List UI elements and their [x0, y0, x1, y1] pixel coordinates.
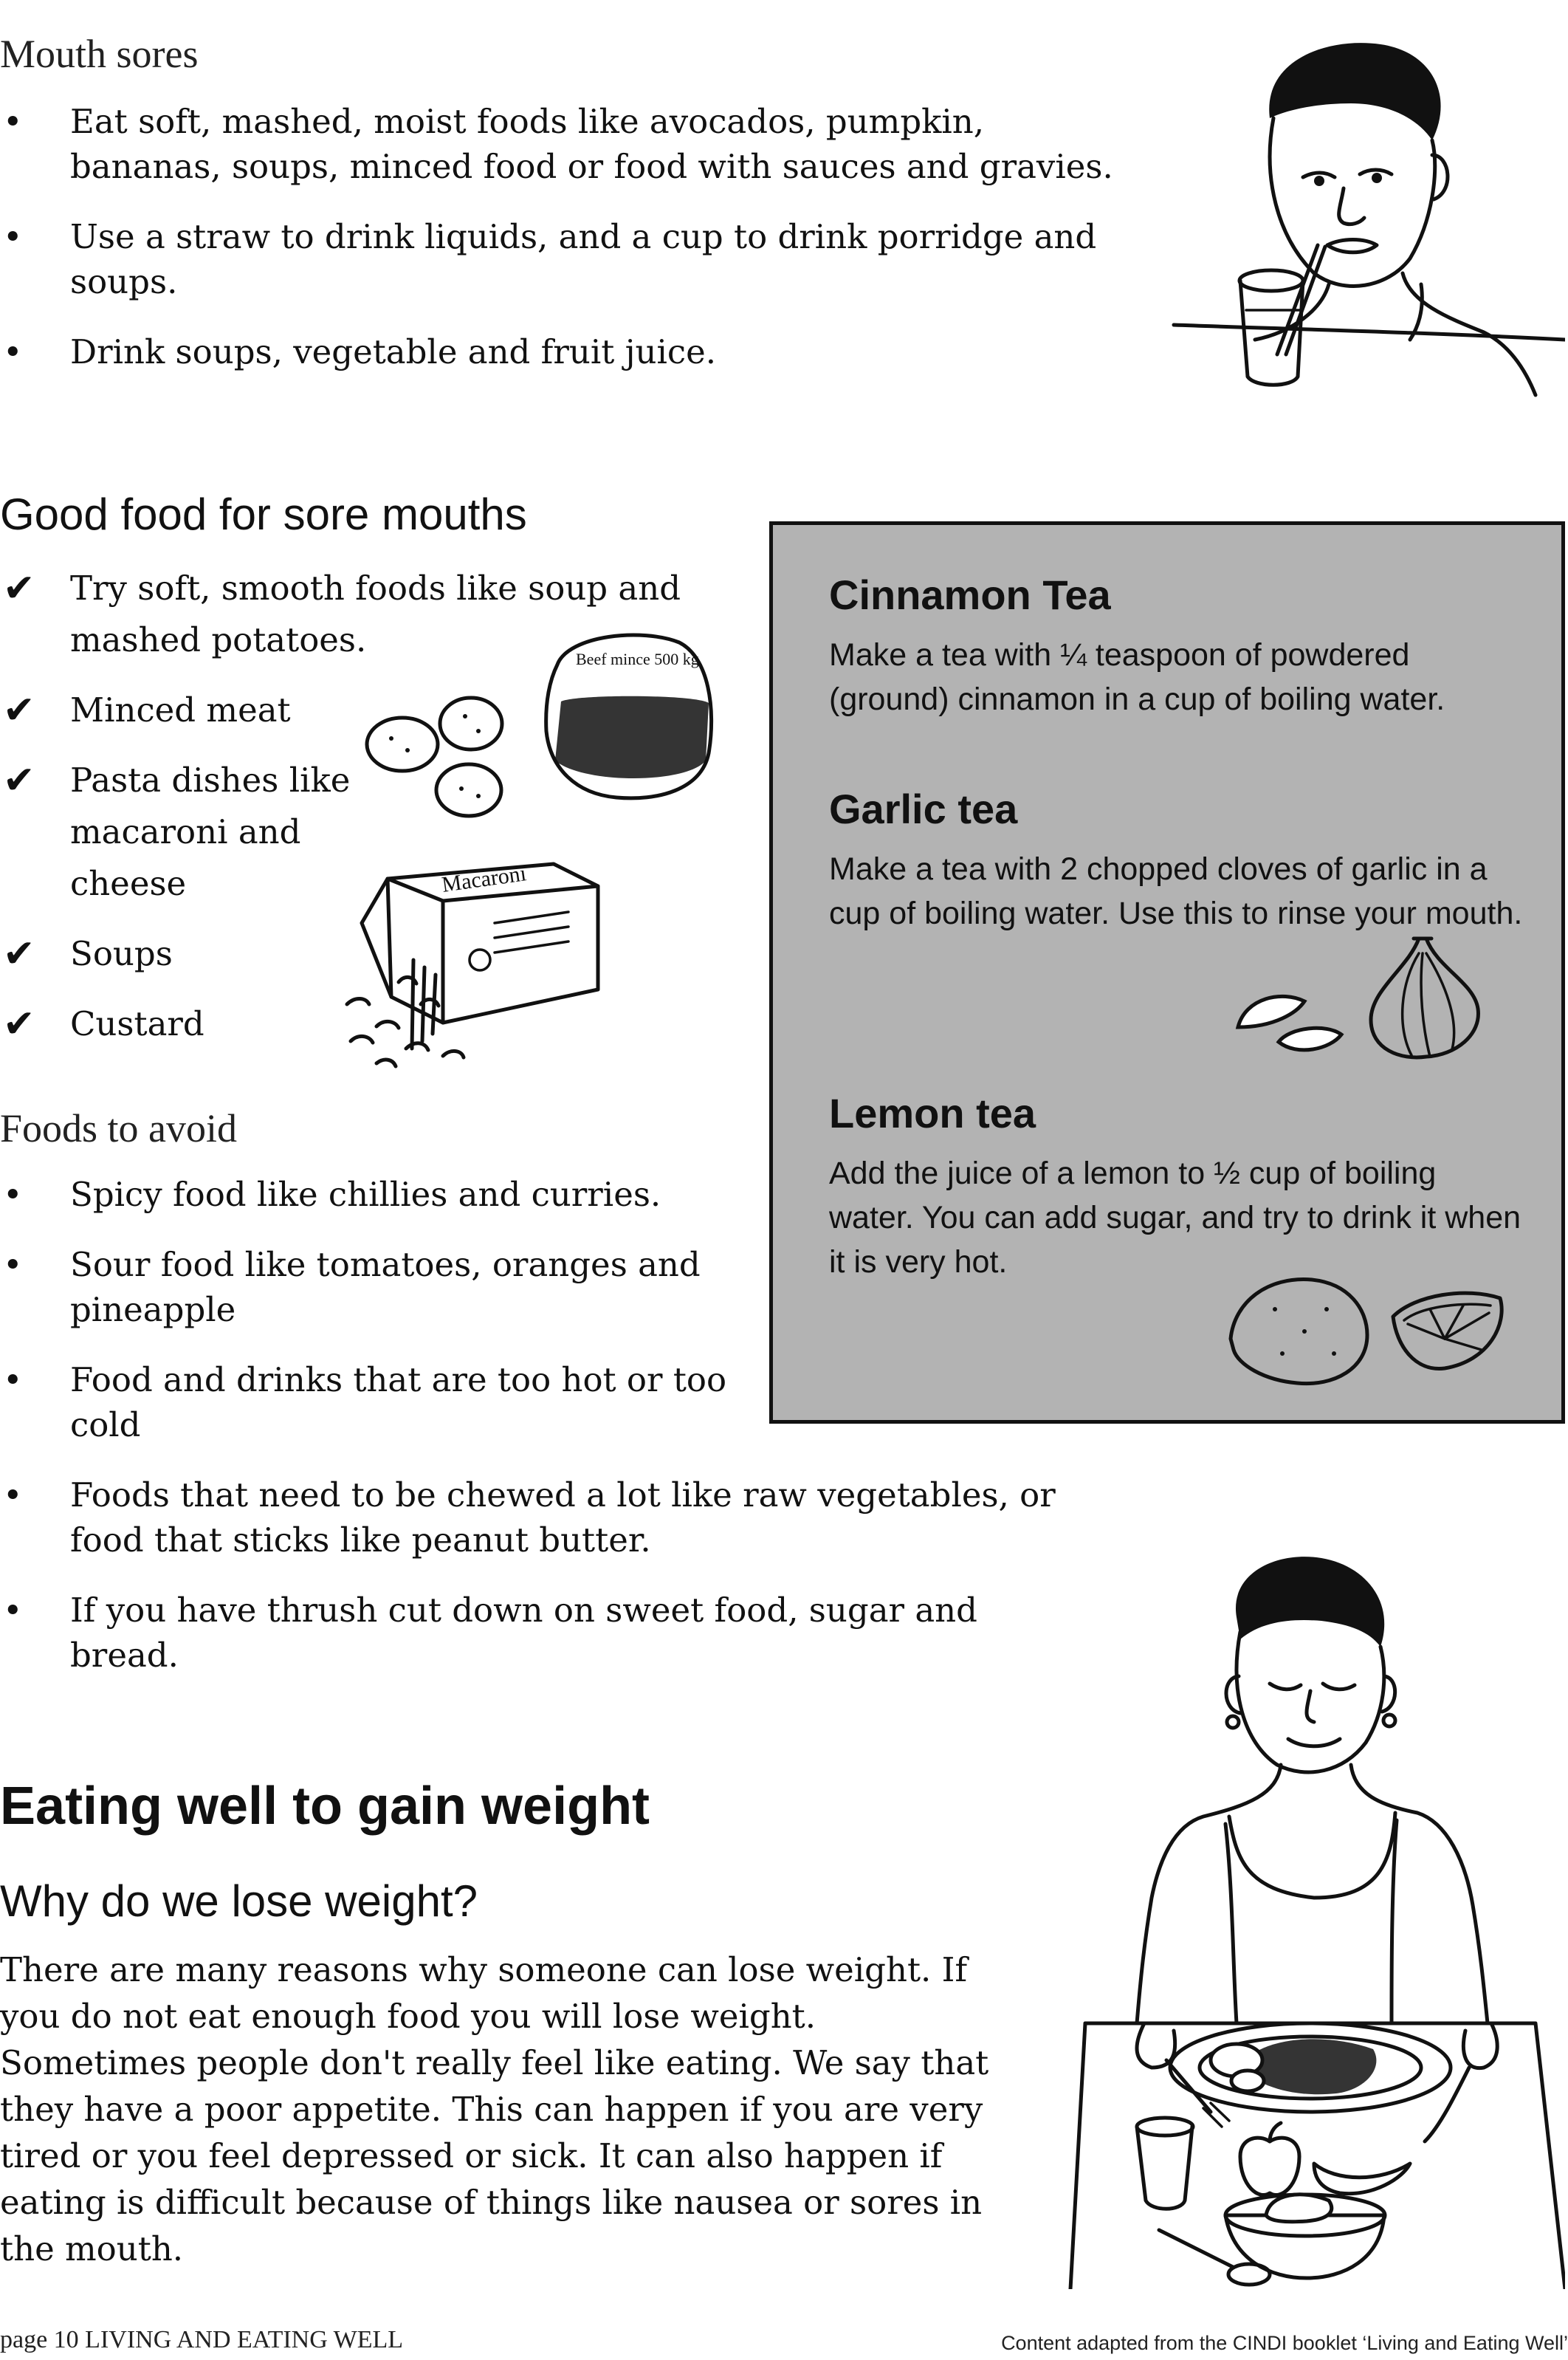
tea-title: Cinnamon Tea [829, 572, 1111, 618]
woman-eating-meal-illustration [1056, 1551, 1565, 2289]
tea-text: Make a tea with 2 chopped cloves of garlic in a cup of boiling water. Use this to rinse your mouth. [829, 851, 1523, 931]
check-icon: ✔ [3, 1002, 35, 1046]
list-item: ✔ Pasta dishes like macaroni and cheese [0, 755, 358, 910]
check-icon: ✔ [3, 688, 35, 733]
list-item: ✔ Custard [0, 998, 694, 1050]
list-item: • Drink soups, vegetable and fruit juice. [3, 332, 717, 371]
tea-text: Make a tea with ¼ teaspoon of powdered (ground) cinnamon in a cup of boiling water. [829, 637, 1445, 717]
mouth-sores-heading: Mouth sores [0, 32, 199, 76]
check-icon: ✔ [3, 932, 35, 976]
foods-to-avoid-heading: Foods to avoid [0, 1106, 238, 1150]
tea-text: Add the juice of a lemon to ½ cup of boiling water. You can add sugar, and try to drink it when it is very hot. [829, 1156, 1521, 1280]
list-item: • Spicy food like chillies and curries. [3, 1175, 661, 1214]
list-item: • Use a straw to drink liquids, and a cup to drink porridge and soups. [3, 217, 1097, 301]
lose-weight-paragraph: There are many reasons why someone can lose weight. If you do not eat enough food you will lose weight. Sometimes people don't really feel like eating. We say that they have a poor appetite. This can happen if you are very tired or you feel depressed or sick. It can also happen if eating is difficult because of things like nausea or sores in the mouth. [0, 1950, 989, 2268]
list-item: • If you have thrush cut down on sweet food, sugar and bread. [3, 1591, 977, 1675]
macaroni-box-label: Macaroni [440, 861, 528, 897]
tea-title: Garlic tea [829, 786, 1018, 832]
list-item: • Food and drinks that are too hot or too cold [3, 1360, 727, 1444]
potatoes-and-mince-illustration [362, 620, 746, 827]
check-icon: ✔ [3, 758, 35, 803]
list-item: ✔ Try soft, smooth foods like soup and mashed potatoes. [0, 563, 694, 666]
page-footer-number: page 10 LIVING AND EATING WELL [0, 2326, 404, 2353]
list-item: • Eat soft, mashed, moist foods like avocados, pumpkin, bananas, soups, minced food or food with sauces and gravies. [3, 102, 1113, 186]
person-drinking-straw-illustration [1166, 30, 1565, 399]
page-footer-credit: Content adapted from the CINDI booklet ‘Living and Eating Well’ [1001, 2332, 1568, 2354]
mince-pack-label: Beef mince 500 kg [576, 650, 699, 668]
macaroni-box-illustration [332, 857, 613, 1078]
mouth-sores-list [0, 99, 1129, 399]
list-item: ✔ Soups [0, 928, 694, 980]
list-item: ✔ Minced meat [0, 685, 694, 736]
check-icon: ✔ [3, 566, 35, 611]
gain-weight-heading: Eating well to gain weight [0, 1777, 650, 1836]
list-item: • Sour food like tomatoes, oranges and pineapple [3, 1245, 701, 1329]
lose-weight-subheading: Why do we lose weight? [0, 1876, 478, 1926]
lemon-icon [1223, 1265, 1519, 1390]
foods-to-avoid-list [0, 1172, 1104, 1703]
tea-title: Lemon tea [829, 1090, 1036, 1136]
good-food-heading: Good food for sore mouths [0, 490, 527, 539]
garlic-icon [1223, 924, 1504, 1064]
list-item: • Foods that need to be chewed a lot like raw vegetables, or food that sticks like peanut butter. [3, 1475, 1056, 1560]
